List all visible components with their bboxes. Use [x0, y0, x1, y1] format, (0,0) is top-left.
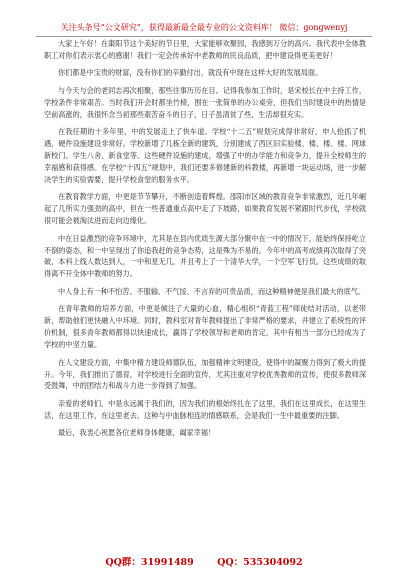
paragraph: 与今天与会的老同志再次相聚，那些往事历历在目。记得我参加工作时，是宋校长在中主持工作，学校条件非常艰苦。当时我们开会时都坐竹椅，围在一张简单的办公桌旁，但我们当时建设中的热情是空前高涨的，我很怀念当初那些艰苦奋斗的日子，日子虽清贫了些，生活却很充实。	[44, 85, 366, 119]
qq-group-text: QQ群：31991489	[105, 557, 194, 568]
paragraph: 在青年教师的培养方面，中更是倾注了大量的心血，精心组织“青蓝工程”师徒结对活动，以老带新，帮助他们更快融入中环境。同时，教科室对青年教师提出了非常严格的要求，并建立了系统性的评价机制，很多青年教师都得以快速成长，赢得了学校领导和老师的肯定，其中有相当一部分已经成为了学校的中坚力量。	[44, 304, 366, 350]
paragraph: 在人文建设方面，中集中精力建设师德队伍，加强精神文明建设，使得中的凝聚力得到了极大的提升。今年，我们推出了德育，对学校进行全面的宣传，尤其注重对学校优秀教师的宣传，使很多教师深受鼓舞，中的团结力和战斗力进一步得到了加强。	[44, 357, 366, 391]
qq-contact-text: QQ：535304092	[217, 557, 303, 568]
page-header: 关注头条号“公文研究”，获得最新最全最专业的公文资料库！ 微信：gongwenyj	[36, 22, 372, 37]
paragraph: 你们都是中宝贵的财富，没有你们的辛勤付出，就没有中现在这样大好的发展局面。	[58, 68, 323, 78]
paragraph-greeting: 大家上午好！在棗阳节这个美好的节日里，大家能够欢聚园，我感到万分的高兴。我代表中全体教职工对你们表示衷心的感谢！我们一定会传承好中老教师的民良品质，把中建设得更美更好！	[44, 39, 366, 60]
paragraph: 在教育教学方面，中更是节节攀升，不断创造着辉煌。邵阳市区域的教育竞争非常激烈，近几年崛起了几所实力强劲的高中，但在一些普通重点高中走了下坡路，如果教育发展不紧跟时代步伐，学校就很可能会被淘汰进而走向边缘化。	[44, 192, 366, 226]
paragraph: 在我任期的十多年里，中的发展走上了快车道。学校“十二五”规划完成得非常好，申人抢抓了机遇，硬件设施建设非常好。学校新增了几栋全新的建筑，分别建成了西区旧实验楼、楼、楼、楼、网球新校门、学生八舍、新食堂等。这些硬件设施的建成，增强了中的办学能力和竞争力，提升全校师生的幸福感和获得感。在学校“十四五”规划中，我们还要多修建新的科教楼，再新增一块运动场，进一步解决学生的实验需要，提升学校食堂的服务水平。	[44, 127, 366, 184]
paragraph: 中在日益激烈的竞争环境中，尤其是在县内优质生源大部分聚中在一中的情况下，能始终保持屹立不倒的姿态，和一中呈现出了你追我赶的竞争态势，这是殊为不易的。今年中的高考成绩再次取得了突破，本科上线人数达到人，一中和星无几，并且考上了一个清华大学，一个空军飞行员。这些成绩的取得离不开全体中教师的努力。	[44, 233, 366, 279]
document-body	[44, 38, 366, 445]
paragraph: 亲爱的老师们，中是永远属于我们的，因为我们的根始终扎在了这里，我们在这里成长，在这里生活，在这里工作，在这里老去。这种与中血脉相连的情感联系，会是我们一生中最重要的注脚。	[44, 398, 366, 420]
page-footer	[0, 554, 408, 568]
paragraph-closing: 最后，我衷心祝愿各位老师身体健康，阖家幸福！	[58, 428, 216, 438]
paragraph: 中人身上有一种不怕苦、不服输、不气馁、不言弃的可贵品质，而这种精神便是我们最大的底气。	[58, 286, 366, 296]
